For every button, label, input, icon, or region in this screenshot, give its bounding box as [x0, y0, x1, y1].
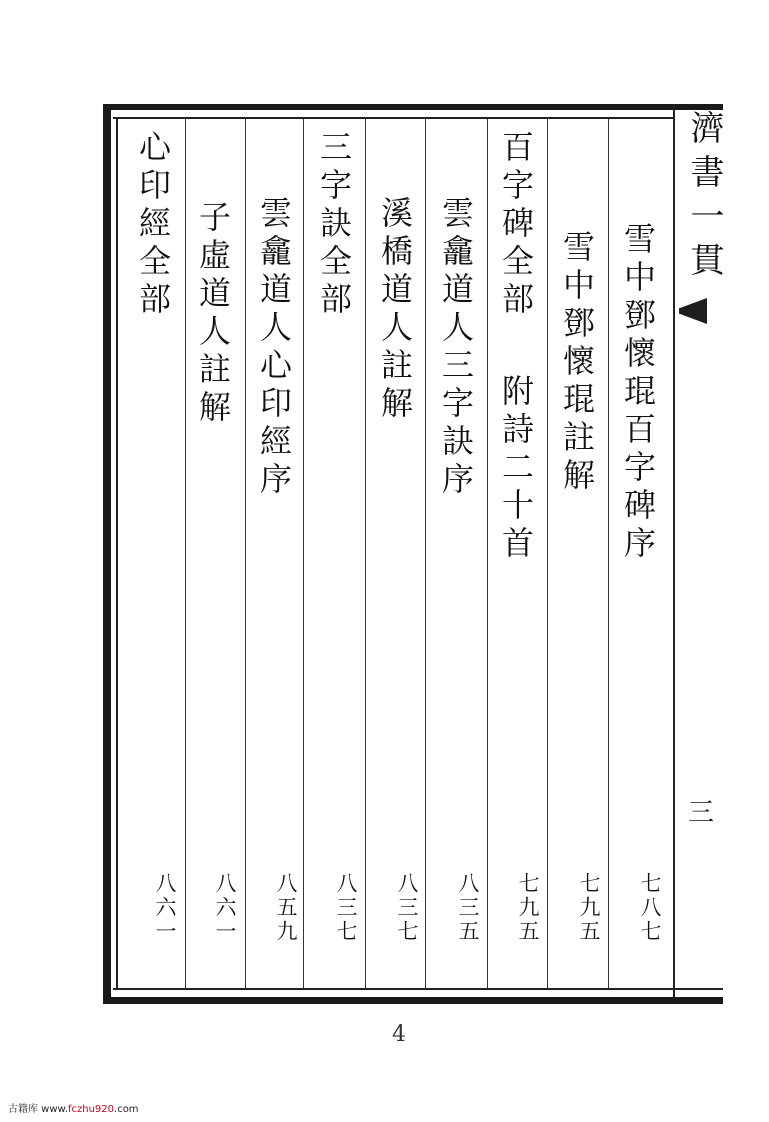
column-divider — [487, 118, 488, 988]
entry-page: 七九五 — [516, 872, 540, 944]
footer-suffix: .com — [114, 1104, 139, 1115]
entry-page: 七九五 — [577, 872, 601, 944]
entry-title: 溪橋道人註解 — [376, 196, 414, 424]
right-margin-line — [673, 104, 675, 999]
entry-title: 子虛道人註解 — [194, 200, 232, 428]
column-divider — [365, 118, 366, 988]
folio-number: 三 — [688, 798, 715, 828]
bottom-page-number: 4 — [392, 1022, 406, 1047]
entry-page: 八六一 — [213, 872, 237, 944]
column-divider — [303, 118, 304, 988]
inner-frame-bottom — [113, 988, 723, 990]
inner-frame-left — [116, 117, 118, 990]
column-divider — [608, 118, 609, 988]
inner-frame-top — [113, 117, 673, 119]
entry-page: 八三五 — [456, 872, 480, 944]
running-header: 濟書一貫 — [684, 110, 724, 286]
entry-title: 百字碑全部 — [497, 130, 535, 320]
entry-title: 三字訣全部 — [315, 130, 353, 320]
entry-page: 八六一 — [153, 872, 177, 944]
footer-highlight: fczhu920 — [67, 1104, 115, 1115]
entry-title: 雪中鄧懷琨註解 — [558, 230, 596, 496]
footer-watermark — [8, 1100, 139, 1115]
column-divider — [185, 118, 186, 988]
entry-page: 七八七 — [638, 872, 662, 944]
column-divider — [425, 118, 426, 988]
entry-page: 八三七 — [334, 872, 358, 944]
column-divider — [547, 118, 548, 988]
entry-title: 雪中鄧懷琨百字碑序 — [619, 222, 657, 564]
entry-annotation: 附詩二十首 — [497, 374, 535, 564]
entry-page: 八三七 — [395, 872, 419, 944]
column-divider — [245, 118, 246, 988]
entry-title: 心印經全部 — [134, 130, 172, 320]
entry-title: 雲龕道人心印經序 — [255, 196, 293, 500]
entry-page: 八五九 — [274, 872, 298, 944]
entry-title: 雲龕道人三字訣序 — [437, 196, 475, 500]
footer-prefix: 古籍库 www. — [8, 1104, 68, 1115]
